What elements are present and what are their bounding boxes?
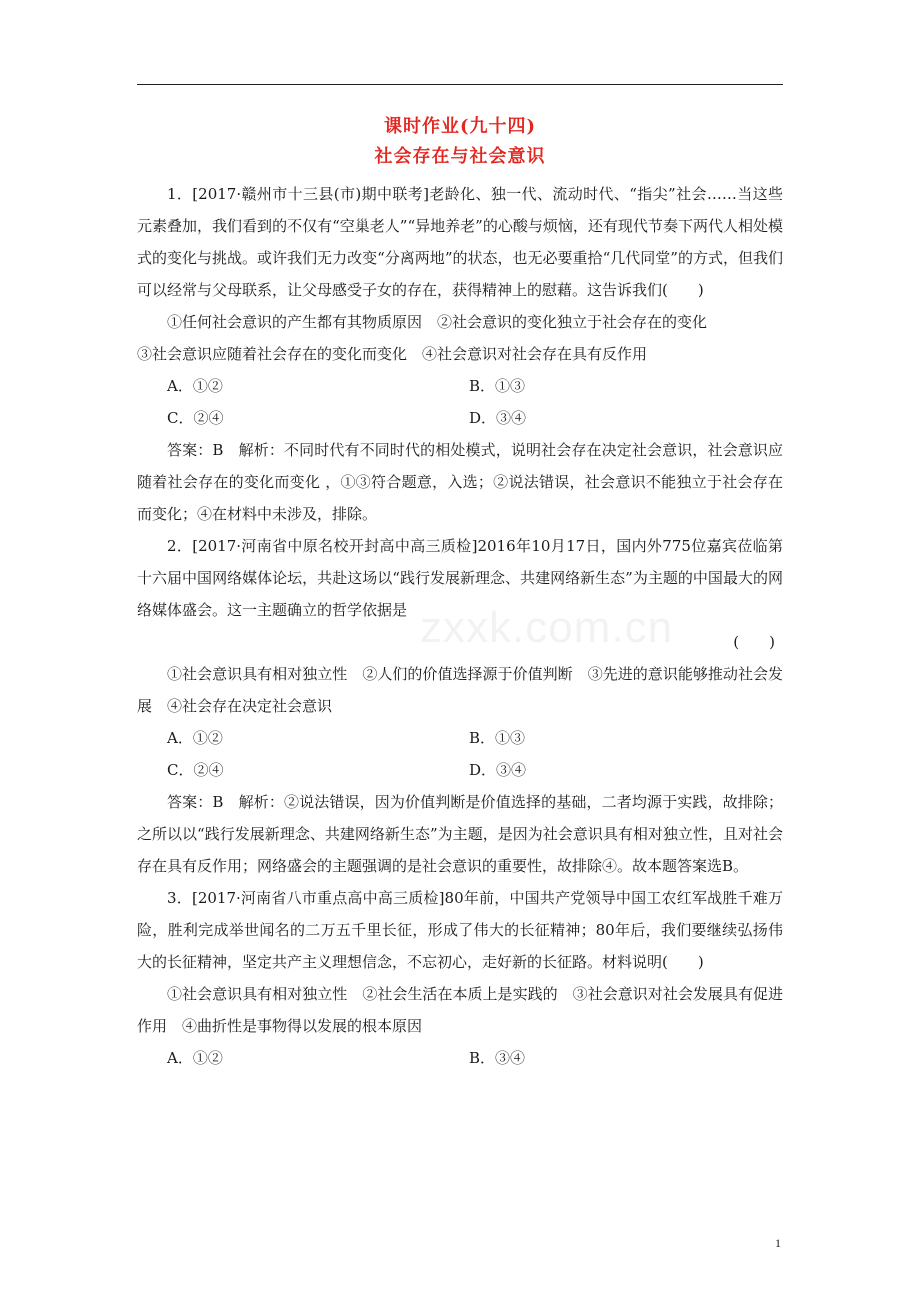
question-2-option-c: C．②④ (167, 761, 224, 779)
question-1-options-row2 (137, 402, 783, 434)
page-title: 课时作业(九十四) (383, 116, 537, 137)
question-2-option-d: D．③④ (469, 761, 527, 779)
question-3-option-b: B．③④ (469, 1049, 526, 1067)
page-number: 1 (775, 1236, 781, 1250)
question-1-option-b: B．①③ (469, 377, 526, 395)
question-1-option-c: C．②④ (167, 409, 224, 427)
question-1-option-a: A．①② (167, 377, 223, 395)
watermark: zxxk.com.cn (420, 603, 674, 652)
question-2-answer-blank: ( ) (733, 633, 775, 651)
header-rule (137, 84, 783, 85)
question-3-statements: ①社会意识具有相对独立性 ②社会生活在本质上是实践的 ③社会意识对社会发展具有促进作用 ④曲折性是事物得以发展的根本原因 (137, 985, 783, 1035)
question-1-answer: 答案：B 解析：不同时代有不同时代的相处模式，说明社会存在决定社会意识，社会意识应随着社会存在的变化而变化 ，①③符合题意，入选；②说法错误，社会意识不能独立于社会存在而变化；④在材料中未涉及，排除。 (137, 441, 783, 523)
question-1-statements-line2: ③社会意识应随着社会存在的变化而变化 ④社会意识对社会存在具有反作用 (137, 345, 648, 363)
question-1-stem: 1．[2017·赣州市十三县(市)期中联考]老龄化、独一代、流动时代、“指尖”社会……当这些元素叠加，我们看到的不仅有“空巢老人”“异地养老”的心酸与烦恼，还有现代节奏下两代人相处模式的变化与挑战。或许我们无力改变“分离两地”的状态，也无必要重拾“几代同堂”的方式，但我们可以经常与父母联系，让父母感受子女的存在，获得精神上的慰藉。这告诉我们( ) (137, 185, 783, 299)
question-2-answer: 答案：B 解析：②说法错误，因为价值判断是价值选择的基础，二者均源于实践，故排除；之所以以“践行发展新理念、共建网络新生态”为主题，是因为社会意识具有相对独立性，且对社会存在具有反作用；网络盛会的主题强调的是社会意识的重要性，故排除④。故本题答案选B。 (137, 793, 783, 875)
question-3-options-row1 (137, 1042, 783, 1074)
document-body (137, 112, 783, 1074)
question-1-statements-line1: ①任何社会意识的产生都有其物质原因 ②社会意识的变化独立于社会存在的变化 (167, 313, 708, 331)
question-1-options-row1 (137, 370, 783, 402)
question-3-stem: 3．[2017·河南省八市重点高中高三质检]80年前，中国共产党领导中国工农红军战胜千难万险，胜利完成举世闻名的二万五千里长征，形成了伟大的长征精神；80年后，我们要继续弘扬伟大的长征精神，坚定共产主义理想信念，不忘初心，走好新的长征路。材料说明( ) (137, 889, 783, 971)
question-3-option-a: A．①② (167, 1049, 223, 1067)
question-2-statements: ①社会意识具有相对独立性 ②人们的价值选择源于价值判断 ③先进的意识能够推动社会发展 ④社会存在决定社会意识 (137, 665, 783, 715)
question-2-option-b: B．①③ (469, 729, 526, 747)
page-subtitle: 社会存在与社会意识 (374, 146, 546, 167)
question-2-options-row2 (137, 754, 783, 786)
question-2-stem: 2．[2017·河南省中原名校开封高中高三质检]2016年10月17日，国内外775位嘉宾莅临第十六届中国网络媒体论坛，共赴这场以“践行发展新理念、共建网络新生态”为主题的中国最大的网络媒体盛会。这一主题确立的哲学依据是 (137, 537, 783, 619)
question-2-options-row1 (137, 722, 783, 754)
question-2-option-a: A．①② (167, 729, 223, 747)
question-1-option-d: D．③④ (469, 409, 527, 427)
